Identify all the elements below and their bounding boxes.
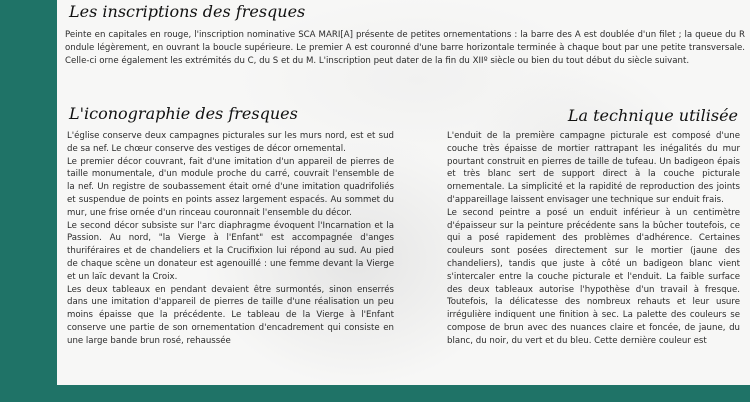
inscriptions-text — [65, 29, 745, 67]
bottom-teal-band — [57, 385, 750, 402]
technique-paragraph-2: Le second peintre a posé un enduit inférieur à un centimètre d'épaisseur sur la peinture précédente sans la bûcher toutefois, ce qui a posé rapidement des problèmes d'adhérence. Certaines couleurs sont posées directement sur le mortier (jaune des chandeliers), tandis que juste à côté un badigeon blanc vient s'intercaler entre la couche picturale et l'enduit. La faible surface des deux tableaux autorise l'hypothèse d'un travail à fresque. Toutefois, la délicatesse des nombreux rehauts et leur usure irrégulière indiquent une finition à sec. La palette des couleurs se compose de brun avec des nuances claire et foncée, de jaune, du blanc, du noir, du vert et du bleu. Cette dernière couleur est — [447, 207, 740, 346]
technique-title: La technique utilisée — [567, 106, 738, 125]
left-teal-band — [0, 0, 57, 402]
iconographie-paragraph-3: Le second décor subsiste sur l'arc diaphragme évoquent l'Incarnation et la Passion. Au nord, "la Vierge à l'Enfant" est accompagnée d'anges thuriféraires et de chandeliers et la Crucifixion lui répond au sud. Au pied de chaque scène un donateur est agenouillé : une femme devant la Vierge et un laïc devant la Croix. — [67, 220, 394, 282]
technique-text — [447, 130, 740, 348]
iconographie-title: L'iconographie des fresques — [69, 104, 298, 123]
inscriptions-title: Les inscriptions des fresques — [69, 2, 306, 21]
technique-paragraph-1: L'enduit de la première campagne picturale est composé d'une couche très épaisse de mortier rattrapant les inégalités du mur pourtant construit en pierres de taille de tufeau. Un badigeon épais et très blanc sert de support direct à la couche picturale ornementale. La simplicité et la rapidité de reproduction des joints d'appareillage laissent envisager une technique sur enduit frais. — [447, 131, 740, 205]
iconographie-paragraph-4: Les deux tableaux en pendant devaient être surmontés, sinon enserrés dans une imitation d'appareil de pierres de taille d'une réalisation un peu moins épaisse que la précédente. Le tableau de la Vierge à l'Enfant conserve une partie de son ornementation d'encadrement qui consiste en une large bande brun rosé, rehaussée — [67, 284, 394, 346]
inscriptions-paragraph: Peinte en capitales en rouge, l'inscription nominative SCA MARI[A] présente de petites ornementations : la barre des A est doublée d'un filet ; la queue du R ondule légèrement, en ouvrant la boucle supérieure. Le premier A est couronné d'une barre horizontale terminée à chaque bout par une petite transversale. Celle-ci orne également les extrémités du C, du S et du M. L'inscription peut dater de la fin du XIIº siècle ou bien du tout début du siècle suivant. — [65, 30, 745, 66]
iconographie-text — [67, 130, 394, 348]
iconographie-paragraph-2: Le premier décor couvrant, fait d'une imitation d'un appareil de pierres de taille monumentale, d'un module proche du carré, couvrait l'ensemble de la nef. Un registre de soubassement était orné d'une imitation quadrifoliés et suspendue de points en points assez largement espacés. Au sommet du mur, une frise ornée d'un rinceau couronnait l'ensemble du décor. — [67, 156, 394, 218]
iconographie-paragraph-1: L'église conserve deux campagnes picturales sur les murs nord, est et sud de sa nef. Le chœur conserve des vestiges de décor ornemental. — [67, 131, 394, 154]
page-content — [57, 0, 750, 385]
